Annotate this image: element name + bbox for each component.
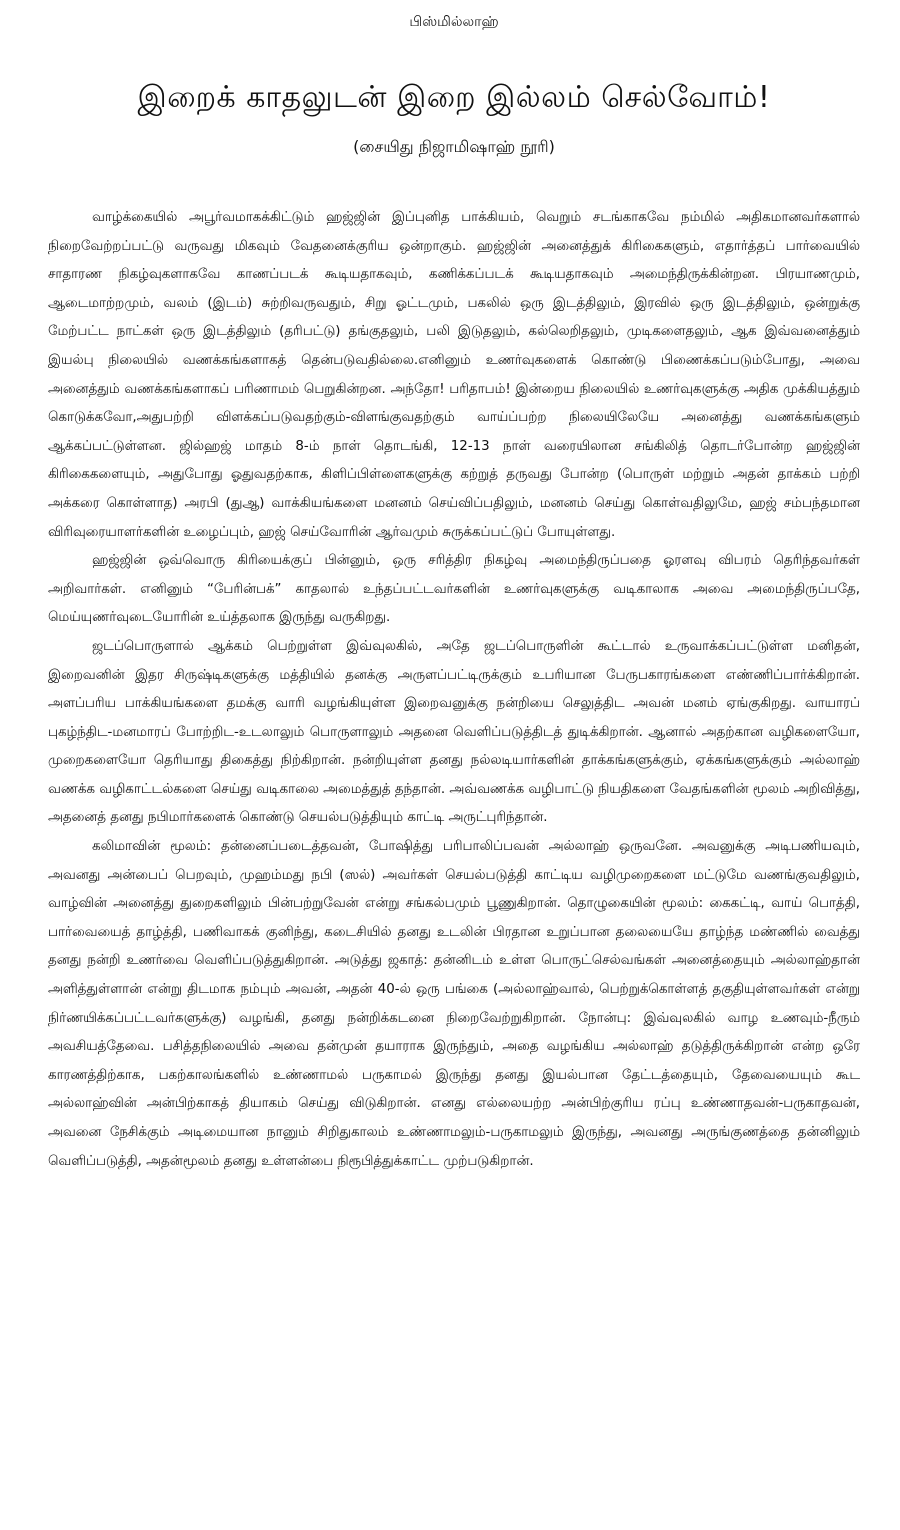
paragraph-2: ஹஜ்ஜின் ஒவ்வொரு கிரியைக்குப் பின்னும், ஒரு சரித்திர நிகழ்வு அமைந்திருப்பதை ஓரளவு விபரம் தெரிந்தவர்கள் அறிவார்கள். எனினும் “பேரின்பக்” காதலால் உந்தப்பட்டவர்களின் உணர்வுகளுக்கு வடிகாலாக அவை அமைந்திருப்பதே, மெய்யுணர்வுடையோரின் உய்த்தலாக இருந்து வருகிறது. — [48, 553, 860, 626]
bismillah-header: பிஸ்மில்லாஹ் — [409, 14, 499, 30]
paragraph-4: கலிமாவின் மூலம்: தன்னைப்படைத்தவன், போஷித்து பரிபாலிப்பவன் அல்லாஹ் ஒருவனே. அவனுக்கு அடிபணியவும், அவனது அன்பைப் பெறவும், முஹம்மது நபி (ஸல்) அவர்கள் செயல்படுத்தி காட்டிய வழிமுறைகளை மட்டுமே வணங்குவதிலும், வாழ்வின் அனைத்து துறைகளிலும் பின்பற்றுவேன் என்று சங்கல்பமும் பூணுகிறான். தொழுகையின் மூலம்: கைகட்டி, வாய் பொத்தி, பார்வையைத் தாழ்த்தி, பணிவாகக் குனிந்து, கடைசியில் தனது உடலின் பிரதான உறுப்பான தலையையே தாழ்ந்த மண்ணில் வைத்து தனது நன்றி உணர்வை வெளிப்படுத்துகிறான். அடுத்து ஜகாத்: தன்னிடம் உள்ள பொருட்செல்வங்கள் அனைத்தையும் அல்லாஹ்தான் அளித்துள்ளான் என்று திடமாக நம்பும் அவன், அதன் 40-ல் ஒரு பங்கை (அல்லாஹ்வால், பெற்றுக்கொள்ளத் தகுதியுள்ளவர்கள் என்று நிர்ணயிக்கப்பட்டவர்களுக்கு) வழங்கி, தனது நன்றிக்கடனை நிறைவேற்றுகிறான். நோன்பு: இவ்வுலகில் வாழ உணவும்-நீரும் அவசியத்தேவை. பசித்தநிலையில் அவை தன்முன் தயாராக இருந்தும், அதை வழங்கிய அல்லாஹ் தடுத்திருக்கிறான் என்ற ஒரே காரணத்திற்காக, பகற்காலங்களில் உண்ணாமல் பருகாமல் இருந்து தனது இயல்பான தேட்டத்தையும், தேவையையும் கூட அல்லாஹ்வின் அன்பிற்காகத் தியாகம் செய்து விடுகிறான். எனது எல்லையற்ற அன்பிற்குரிய ரப்பு உண்ணாதவன்-பருகாதவன், அவனை நேசிக்கும் அடிமையான நானும் சிறிதுகாலம் உண்ணாமலும்-பருகாமலும் இருந்து, அவனது அருங்குணத்தை தன்னிலும் வெளிப்படுத்தி, அதன்மூலம் தனது உள்ளன்பை நிரூபித்துக்காட்ட முற்படுகிறான். — [48, 839, 860, 1169]
article-body — [48, 204, 860, 1176]
author-byline: (சையிது நிஜாமிஷாஹ் நூரி) — [353, 137, 555, 156]
page-title: இறைக் காதலுடன் இறை இல்லம் செல்வோம்! — [137, 80, 771, 115]
paragraph-3: ஜடப்பொருளால் ஆக்கம் பெற்றுள்ள இவ்வுலகில், அதே ஜடப்பொருளின் கூட்டால் உருவாக்கப்பட்டுள்ள மனிதன், இறைவனின் இதர சிருஷ்டிகளுக்கு மத்தியில் தனக்கு அருளப்பட்டிருக்கும் உபரியான பேருபகாரங்களை எண்ணிப்பார்க்கிறான். அளப்பரிய பாக்கியங்களை தமக்கு வாரி வழங்கியுள்ள இறைவனுக்கு நன்றியை செலுத்திட அவன் மனம் ஏங்குகிறது. வாயாரப் புகழ்ந்திட-மனமாரப் போற்றிட-உடலாலும் பொருளாலும் அதனை வெளிப்படுத்திடத் துடிக்கிறான். ஆனால் அதற்கான வழிகளையோ, முறைகளையோ தெரியாது திகைத்து நிற்கிறான். நன்றியுள்ள தனது நல்லடியார்களின் தாக்கங்களுக்கும், ஏக்கங்களுக்கும் அல்லாஹ் வணக்க வழிகாட்டல்களை செய்து வடிகாலை அமைத்துத் தந்தான். அவ்வணக்க வழிபாட்டு நியதிகளை வேதங்களின் மூலம் அறிவித்து, அதனைத் தனது நபிமார்களைக் கொண்டு செயல்படுத்தியும் காட்டி அருட்புரிந்தான். — [48, 638, 860, 826]
paragraph-1: வாழ்க்கையில் அபூர்வமாகக்கிட்டும் ஹஜ்ஜின் இப்புனித பாக்கியம், வெறும் சடங்காகவே நம்மில் அதிகமானவர்களால் நிறைவேற்றப்பட்டு வருவது மிகவும் வேதனைக்குரிய ஒன்றாகும். ஹஜ்ஜின் அனைத்துக் கிரிகைகளும், எதார்த்தப் பார்வையில் சாதாரண நிகழ்வுகளாகவே காணப்படக் கூடியதாகவும், கணிக்கப்படக் கூடியதாகவும் அமைந்திருக்கின்றன. பிரயாணமும், ஆடைமாற்றமும், வலம் (இடம்) சுற்றிவருவதும், சிறு ஓட்டமும், பகலில் ஒரு இடத்திலும், இரவில் ஒரு இடத்திலும், ஒன்றுக்கு மேற்பட்ட நாட்கள் ஒரு இடத்திலும் (தரிபட்டு) தங்குதலும், பலி இடுதலும், கல்லெறிதலும், முடிகளைதலும், ஆக இவ்வனைத்தும் இயல்பு நிலையில் வணக்கங்களாகத் தென்படுவதில்லை.எனினும் உணர்வுகளைக் கொண்டு பிணைக்கப்படும்போது, அவை அனைத்தும் வணக்கங்களாகப் பரிணாமம் பெறுகின்றன. அந்தோ! பரிதாபம்! இன்றைய நிலையில் உணர்வுகளுக்கு அதிக முக்கியத்தும் கொடுக்கவோ,அதுபற்றி விளக்கப்படுவதற்கும்-விளங்குவதற்கும் வாய்ப்பற்ற நிலையிலேயே அனைத்து வணக்கங்களும் ஆக்கப்பட்டுள்ளன. ஜில்ஹஜ் மாதம் 8-ம் நாள் தொடங்கி, 12-13 நாள் வரையிலான சங்கிலித் தொடர்போன்ற ஹஜ்ஜின் கிரிகைகளையும், அதுபோது ஓதுவதற்காக, கிளிப்பிள்ளைகளுக்கு கற்றுத் தருவது போன்ற (பொருள் மற்றும் அதன் தாக்கம் பற்றி அக்கரை கொள்ளாத) அரபி (துஆ) வாக்கியங்களை மனனம் செய்விப்பதிலும், மனனம் செய்து கொள்வதிலுமே, ஹஜ் சம்பந்தமான விரிவுரையாளர்களின் உழைப்பும், ஹஜ் செய்வோரின் ஆர்வமும் சுருக்கப்பட்டுப் போயுள்ளது. — [48, 210, 860, 540]
